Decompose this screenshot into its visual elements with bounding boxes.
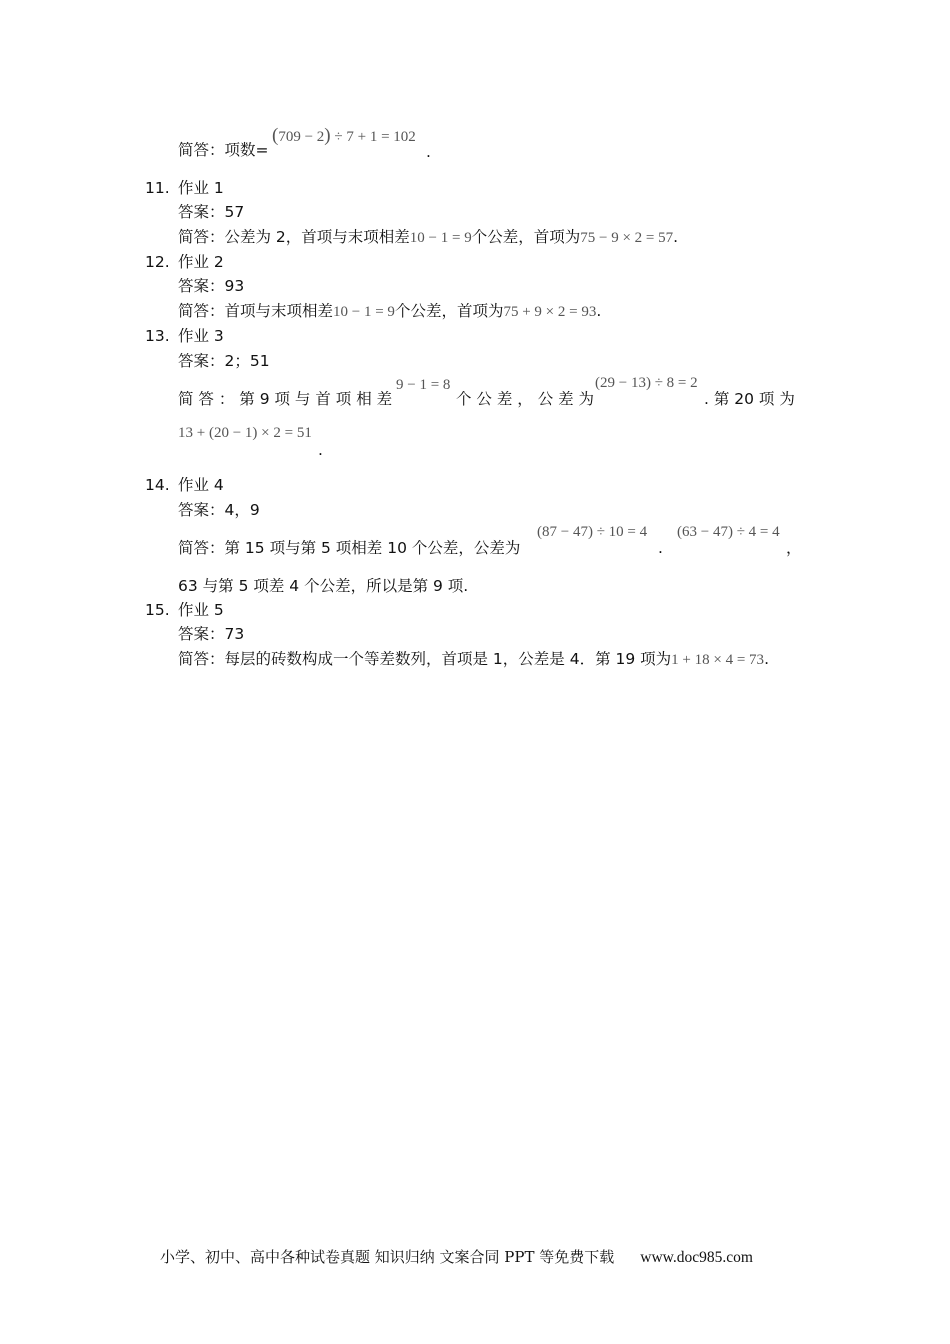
item-13-formula-2: (29 − 13) ÷ 8 = 2	[595, 375, 698, 391]
item-12-end: .	[596, 302, 602, 320]
intro-formula-a: 709 − 2	[278, 129, 325, 145]
item-13-title: 作业 3	[178, 327, 224, 345]
item-14-brief-a: 简答：第 15 项与第 5 项相差 10 个公差，公差为	[178, 539, 521, 557]
item-11-end: .	[673, 228, 679, 246]
item-14-formula-2: (63 − 47) ÷ 4 = 4	[677, 524, 780, 540]
item-11-answer: 答案：57	[178, 203, 245, 221]
item-14-brief-b: 63 与第 5 项差 4 个公差，所以是第 9 项.	[178, 577, 469, 595]
item-12-formula-1: 10 − 1 = 9	[333, 304, 395, 320]
item-11-number: 11.	[145, 179, 170, 197]
intro-end: .	[426, 143, 431, 161]
item-14-number: 14.	[145, 476, 170, 494]
item-14-mid: .	[658, 539, 663, 557]
item-13-end: .	[318, 441, 323, 459]
item-14-formula-1: (87 − 47) ÷ 10 = 4	[537, 524, 648, 540]
item-14-title: 作业 4	[178, 476, 224, 494]
intro-label: 简答：项数=	[178, 141, 269, 159]
item-15-answer: 答案：73	[178, 625, 245, 643]
item-15-brief-a: 简答：每层的砖数构成一个等差数列，首项是 1，公差是 4．第 19 项为	[178, 650, 672, 668]
intro-formula-close: )	[324, 125, 331, 146]
item-15-brief	[178, 649, 769, 670]
item-13-formula-1: 9 − 1 = 8	[396, 377, 451, 393]
item-15-title: 作业 5	[178, 601, 224, 619]
footer-text: 小学、初中、高中各种试卷真题 知识归纳 文案合同 PPT 等免费下载	[160, 1248, 615, 1266]
item-11-brief	[178, 227, 678, 248]
item-12-answer: 答案：93	[178, 277, 245, 295]
item-13-number: 13.	[145, 327, 170, 345]
item-13-brief-b: 个 公 差 ， 公 差 为	[456, 390, 595, 408]
item-14-answer: 答案：4，9	[178, 501, 260, 519]
item-11-brief-b: 个公差，首项为	[471, 228, 581, 246]
item-11-formula-1: 10 − 1 = 9	[409, 230, 472, 246]
item-14-comma: ，	[786, 539, 802, 557]
item-13-formula-3: 13 + (20 − 1) × 2 = 51	[178, 425, 312, 441]
item-13-answer: 答案：2；51	[178, 352, 270, 370]
item-15-end: .	[764, 650, 769, 668]
page-footer	[160, 1246, 753, 1267]
footer-url[interactable]: www.doc985.com	[640, 1249, 753, 1266]
item-11-formula-2: 75 − 9 × 2 = 57	[580, 230, 674, 246]
item-13-brief-c: . 第 20 项 为	[704, 390, 795, 408]
item-12-number: 12.	[145, 253, 170, 271]
item-11-brief-a: 简答：公差为 2，首项与末项相差	[178, 228, 410, 246]
intro-formula-b: ÷ 7 + 1 = 102	[330, 129, 416, 145]
item-15-number: 15.	[145, 601, 170, 619]
item-11-title: 作业 1	[178, 179, 224, 197]
item-15-formula-1: 1 + 18 × 4 = 73	[671, 652, 765, 668]
item-12-brief-a: 简答：首项与末项相差	[178, 302, 334, 320]
item-12-brief-b: 个公差，首项为	[394, 302, 504, 320]
item-12-formula-2: 75 + 9 × 2 = 93	[503, 304, 597, 320]
item-12-title: 作业 2	[178, 253, 224, 271]
intro-formula-open: (	[272, 125, 279, 146]
item-12-brief	[178, 301, 601, 322]
item-13-brief-a: 简 答 ： 第 9 项 与 首 项 相 差	[178, 390, 393, 408]
intro-formula	[272, 126, 416, 147]
